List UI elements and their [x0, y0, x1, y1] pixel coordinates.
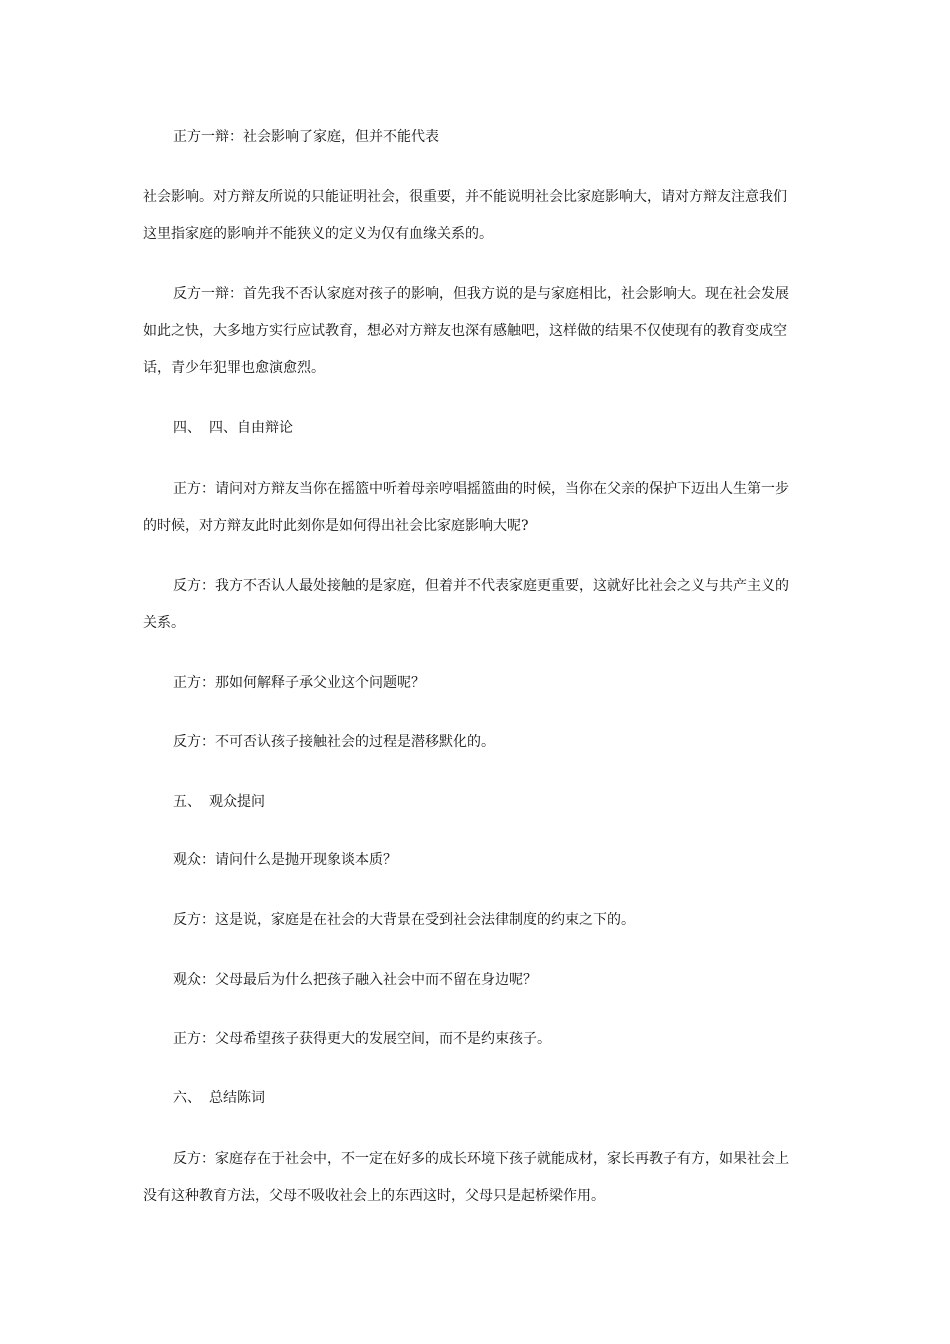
paragraph-line: 这里指家庭的影响并不能狭义的定义为仅有血缘关系的。	[143, 226, 493, 242]
paragraph-line: 反方：这是说，家庭是在社会的大背景在受到社会法律制度的约束之下的。	[173, 912, 635, 928]
paragraph-line: 观众：父母最后为什么把孩子融入社会中而不留在身边呢？	[173, 972, 537, 988]
section-title: 总结陈词	[209, 1090, 265, 1106]
paragraph-line: 反方：不可否认孩子接触社会的过程是潜移默化的。	[173, 734, 495, 750]
section-heading	[173, 412, 840, 444]
paragraph-line: 正方一辩：社会影响了家庭，但并不能代表	[173, 129, 439, 145]
paragraph-line: 如此之快，大多地方实行应试教育，想必对方辩友也深有感触吧，这样做的结果不仅使现有的教育变成空	[143, 323, 787, 339]
paragraph-line: 的时候，对方辩友此时此刻你是如何得出社会比家庭影响大呢?	[143, 518, 529, 534]
section-number: 五、	[173, 794, 201, 810]
paragraph-line: 观众：请问什么是抛开现象谈本质？	[173, 852, 397, 868]
paragraph-line: 反方：我方不否认人最处接触的是家庭，但着并不代表家庭更重要，这就好比社会之义与共产主义的	[173, 578, 789, 594]
paragraph-line: 反方一辩：首先我不否认家庭对孩子的影响，但我方说的是与家庭相比，社会影响大。现在社会发展	[173, 286, 789, 302]
section-number: 六、	[173, 1090, 201, 1106]
paragraph-line: 正方：父母希望孩子获得更大的发展空间，而不是约束孩子。	[173, 1031, 551, 1047]
section-heading	[173, 786, 840, 818]
section-heading	[173, 1082, 840, 1114]
paragraph-line: 话，青少年犯罪也愈演愈烈。	[143, 360, 325, 376]
section-number: 四、	[173, 420, 201, 436]
section-title: 四、自由辩论	[209, 420, 293, 436]
paragraph-line: 反方：家庭存在于社会中，不一定在好多的成长环境下孩子就能成材，家长再教子有方，如果社会上	[173, 1151, 789, 1167]
paragraph-line: 关系。	[143, 615, 185, 631]
paragraph-line: 正方：请问对方辩友当你在摇篮中听着母亲哼唱摇篮曲的时候，当你在父亲的保护下迈出人生第一步	[173, 481, 789, 497]
section-title: 观众提问	[209, 794, 265, 810]
paragraph-line: 没有这种教育方法，父母不吸收社会上的东西这时，父母只是起桥梁作用。	[143, 1188, 605, 1204]
paragraph-line: 社会影响。对方辩友所说的只能证明社会，很重要，并不能说明社会比家庭影响大，请对方辩友注意我们	[143, 189, 787, 205]
paragraph-line: 正方：那如何解释子承父业这个问题呢？	[173, 675, 425, 691]
